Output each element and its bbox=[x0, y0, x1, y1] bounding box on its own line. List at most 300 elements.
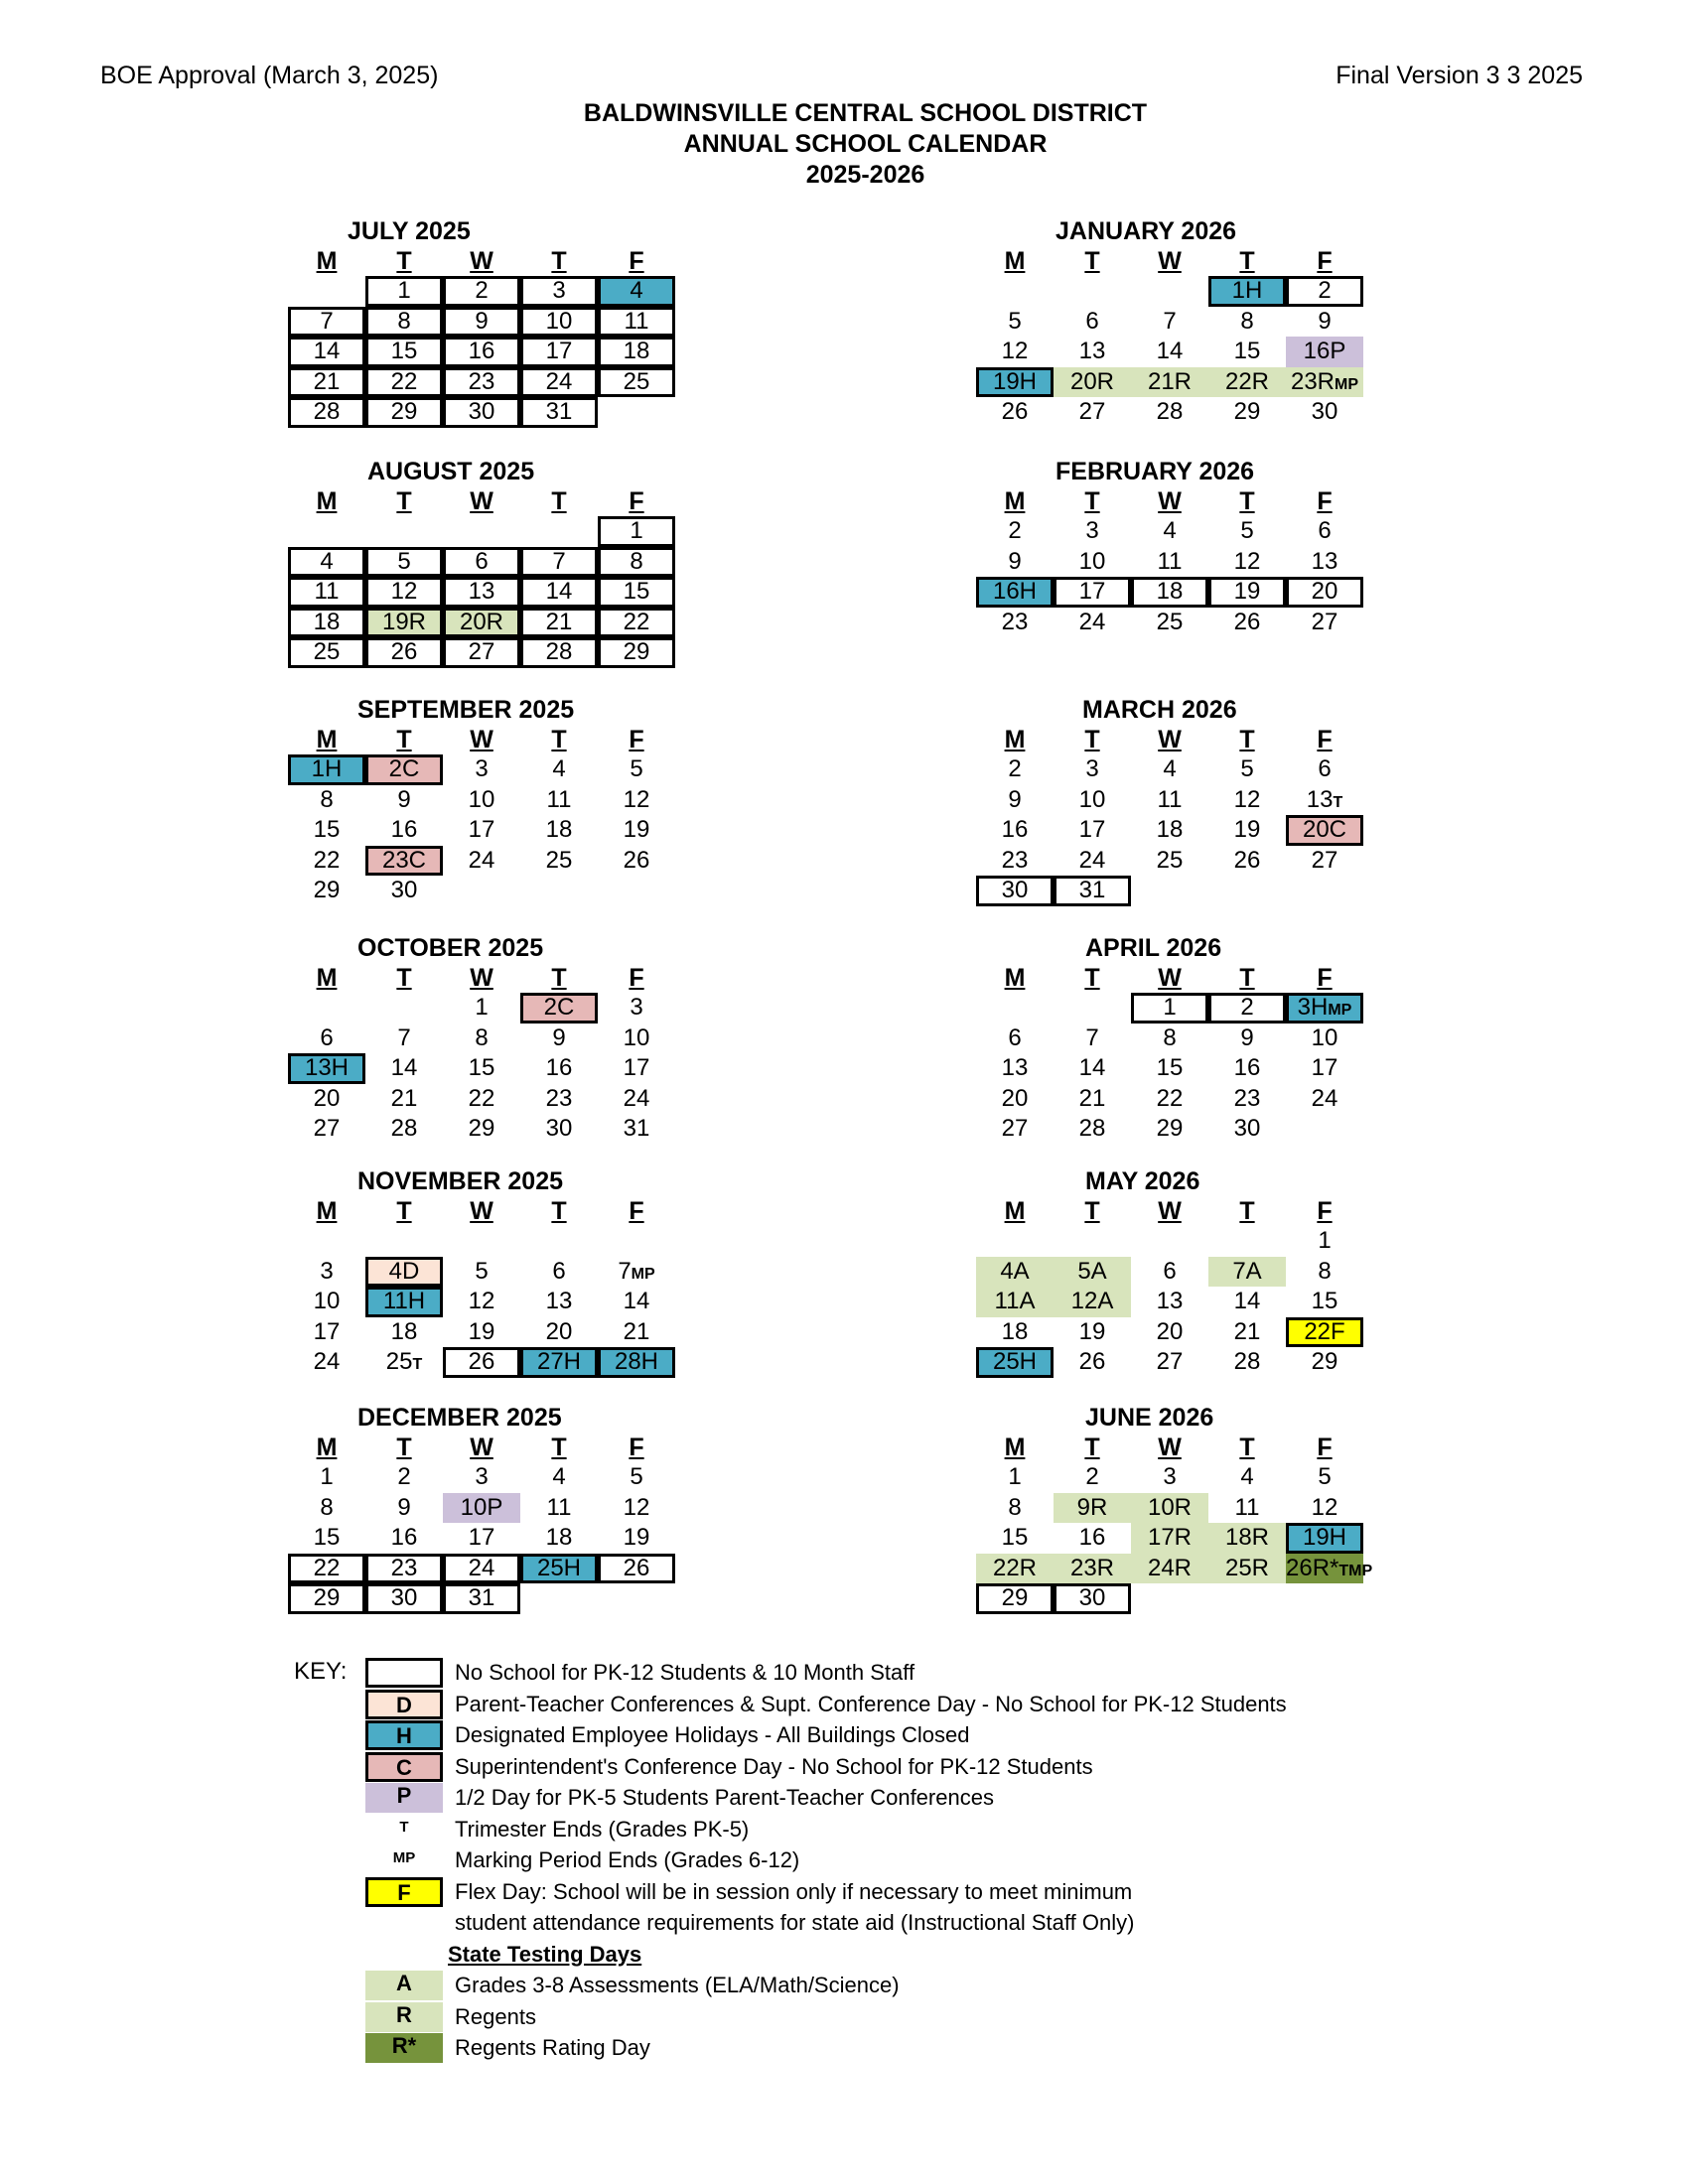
day-cell: 14 bbox=[1156, 338, 1184, 364]
day-cell: 4A bbox=[976, 1257, 1054, 1288]
day-cell: 14 bbox=[288, 337, 365, 367]
legend-text: Superintendent's Conference Day - No School for PK-12 Students bbox=[455, 1753, 1093, 1779]
weekday-header: F bbox=[1317, 726, 1333, 753]
legend-swatch: T bbox=[365, 1815, 443, 1844]
legend-item bbox=[365, 1845, 799, 1875]
weekday-header: W bbox=[470, 964, 493, 992]
day-cell: 31 bbox=[443, 1583, 520, 1614]
month-title: NOVEMBER 2025 bbox=[357, 1167, 564, 1195]
empty-cell bbox=[1208, 1226, 1286, 1257]
day-cell: 13 bbox=[1078, 338, 1106, 364]
day-cell: 24 bbox=[443, 1554, 520, 1584]
day-cell: 11 bbox=[546, 785, 572, 813]
day-cell: 13 bbox=[443, 577, 520, 608]
empty-cell bbox=[288, 276, 365, 307]
weekday-header: M bbox=[316, 1433, 338, 1461]
week-row bbox=[288, 993, 675, 1024]
empty-cell bbox=[1286, 1583, 1363, 1614]
day-cell: 11 bbox=[288, 577, 365, 608]
day-cell: 19 bbox=[468, 1317, 495, 1345]
day-cell: 30 bbox=[1233, 1115, 1261, 1142]
week-row bbox=[288, 276, 675, 307]
weekday-header: M bbox=[1004, 1197, 1026, 1225]
day-cell: 3 bbox=[1085, 755, 1099, 782]
empty-cell bbox=[520, 1583, 598, 1614]
day-cell: 26 bbox=[598, 1554, 675, 1584]
day-cell: 6 bbox=[1008, 1024, 1022, 1051]
week-row bbox=[976, 516, 1363, 547]
week-row bbox=[288, 1317, 675, 1348]
day-cell: 2C bbox=[520, 993, 598, 1024]
week-row bbox=[976, 1053, 1363, 1084]
day-cell: 9 bbox=[397, 785, 411, 813]
day-cell: 29 bbox=[1233, 398, 1261, 425]
day-cell: 18 bbox=[1156, 816, 1184, 843]
day-cell: 27 bbox=[1078, 398, 1106, 425]
month-title: AUGUST 2025 bbox=[367, 458, 535, 485]
day-cell: 5 bbox=[475, 1257, 489, 1285]
week-row bbox=[288, 1257, 675, 1288]
weekday-header: T bbox=[551, 726, 567, 753]
day-cell: 20 bbox=[545, 1317, 573, 1345]
legend-text: No School for PK-12 Students & 10 Month Staff bbox=[455, 1660, 915, 1685]
week-row bbox=[976, 1554, 1373, 1584]
day-cell: 5 bbox=[1318, 1463, 1332, 1490]
month-title: JULY 2025 bbox=[348, 217, 471, 245]
weekday-header: T bbox=[1239, 726, 1255, 753]
day-cell: 22 bbox=[468, 1084, 495, 1112]
day-cell: 15 bbox=[1001, 1524, 1029, 1551]
month-title: OCTOBER 2025 bbox=[357, 934, 544, 962]
day-cell: 8 bbox=[1240, 307, 1254, 335]
day-cell: 25 bbox=[1156, 608, 1184, 635]
day-cell: 26R*TMP bbox=[1286, 1554, 1363, 1584]
day-cell: 30 bbox=[1054, 1583, 1131, 1614]
week-row bbox=[976, 1226, 1363, 1257]
weekday-header: F bbox=[1317, 1197, 1333, 1225]
day-cell: 29 bbox=[288, 1583, 365, 1614]
weekday-header: W bbox=[470, 487, 493, 515]
day-cell: 4 bbox=[1240, 1463, 1254, 1490]
month-title: DECEMBER 2025 bbox=[357, 1404, 562, 1432]
week-row bbox=[288, 637, 675, 668]
weekday-header: T bbox=[1084, 487, 1100, 515]
day-cell: 13 bbox=[545, 1288, 573, 1314]
day-cell: 21 bbox=[1233, 1317, 1261, 1345]
week-row bbox=[288, 1287, 675, 1317]
weekday-header: W bbox=[470, 1433, 493, 1461]
weekday-header: M bbox=[316, 247, 338, 275]
day-cell: 18R bbox=[1208, 1523, 1286, 1554]
week-row bbox=[976, 876, 1363, 906]
day-cell: 9 bbox=[1008, 547, 1022, 575]
state-testing-item bbox=[365, 2033, 650, 2063]
district-title: BALDWINSVILLE CENTRAL SCHOOL DISTRICT bbox=[583, 99, 1148, 127]
week-row bbox=[288, 608, 675, 638]
day-cell: 20R bbox=[1054, 367, 1131, 398]
day-cell: 20 bbox=[1286, 577, 1363, 608]
legend-text: Flex Day: School will be in session only if necessary to meet minimum bbox=[455, 1878, 1133, 1904]
state-testing-item bbox=[365, 2002, 536, 2032]
empty-cell bbox=[598, 876, 675, 906]
weekday-header: W bbox=[470, 1197, 493, 1225]
day-cell: 3 bbox=[475, 1463, 489, 1490]
day-cell: 23 bbox=[443, 367, 520, 398]
week-row bbox=[976, 993, 1363, 1024]
weekday-header: T bbox=[396, 964, 412, 992]
empty-cell bbox=[288, 1226, 365, 1257]
day-cell: 10P bbox=[443, 1493, 520, 1524]
week-row bbox=[288, 815, 675, 846]
day-cell: 1 bbox=[1318, 1227, 1332, 1254]
day-cell: 27 bbox=[313, 1115, 341, 1142]
week-row bbox=[288, 1226, 675, 1257]
day-cell: 23 bbox=[1233, 1084, 1261, 1112]
day-cell: 3 bbox=[320, 1257, 334, 1285]
legend-text: student attendance requirements for state aid (Instructional Staff Only) bbox=[455, 1910, 1135, 1935]
day-cell: 22F bbox=[1286, 1317, 1363, 1348]
empty-cell bbox=[1054, 276, 1131, 307]
weekday-header: T bbox=[1239, 964, 1255, 992]
day-cell: 13 bbox=[1311, 547, 1338, 575]
day-cell: 12 bbox=[1311, 1493, 1338, 1521]
day-cell: 17 bbox=[313, 1317, 341, 1345]
day-cell: 28 bbox=[1078, 1115, 1106, 1142]
approval-note: BOE Approval (March 3, 2025) bbox=[100, 62, 439, 89]
day-cell: 4 bbox=[288, 547, 365, 578]
day-cell: 16 bbox=[1078, 1524, 1106, 1551]
weekday-header: F bbox=[1317, 247, 1333, 275]
month-title: JUNE 2026 bbox=[1085, 1404, 1214, 1432]
empty-cell bbox=[443, 516, 520, 547]
week-row bbox=[976, 815, 1363, 846]
day-cell: 8 bbox=[320, 785, 334, 813]
week-row bbox=[288, 547, 675, 578]
day-cell: 1 bbox=[475, 994, 489, 1021]
month-block bbox=[288, 216, 675, 428]
week-row bbox=[976, 1583, 1363, 1614]
day-cell: 2C bbox=[365, 754, 443, 785]
day-cell: 31 bbox=[520, 397, 598, 428]
weekday-header: M bbox=[1004, 726, 1026, 753]
day-cell: 12 bbox=[623, 785, 650, 813]
day-cell: 21R bbox=[1131, 367, 1208, 398]
day-cell: 16P bbox=[1286, 337, 1363, 367]
day-suffix: T bbox=[412, 1356, 423, 1373]
day-cell: 13H bbox=[288, 1053, 365, 1084]
weekday-header: T bbox=[1084, 1433, 1100, 1461]
week-row bbox=[288, 1583, 675, 1614]
day-cell: 3 bbox=[475, 755, 489, 782]
weekday-header: T bbox=[396, 1433, 412, 1461]
day-cell: 27H bbox=[520, 1347, 598, 1378]
day-cell: 20 bbox=[313, 1084, 341, 1112]
day-cell: 21 bbox=[288, 367, 365, 398]
empty-cell bbox=[1286, 1114, 1363, 1145]
day-suffix: T bbox=[1333, 793, 1343, 811]
day-cell: 22 bbox=[365, 367, 443, 398]
weekday-header: M bbox=[1004, 247, 1026, 275]
day-cell: 11 bbox=[598, 307, 675, 338]
day-cell: 2 bbox=[1286, 276, 1363, 307]
day-cell: 30 bbox=[976, 876, 1054, 906]
day-cell: 27 bbox=[1156, 1348, 1184, 1375]
day-cell: 8 bbox=[598, 547, 675, 578]
weekday-header: F bbox=[629, 1433, 644, 1461]
day-cell: 17 bbox=[1054, 577, 1131, 608]
month-block bbox=[288, 457, 675, 668]
weekday-header: T bbox=[551, 247, 567, 275]
day-cell: 6 bbox=[1163, 1257, 1177, 1285]
weekday-header: T bbox=[551, 1433, 567, 1461]
day-cell: 28 bbox=[1156, 398, 1184, 425]
week-row bbox=[288, 367, 675, 398]
empty-cell bbox=[365, 516, 443, 547]
empty-cell bbox=[1054, 993, 1131, 1024]
day-cell: 9 bbox=[1008, 785, 1022, 813]
day-suffix: MP bbox=[1328, 1002, 1352, 1019]
day-cell: 12 bbox=[623, 1493, 650, 1521]
day-cell: 25 bbox=[1156, 846, 1184, 874]
day-cell: 16 bbox=[1001, 816, 1029, 843]
week-row bbox=[288, 577, 675, 608]
day-cell: 11 bbox=[1157, 785, 1183, 813]
legend-item bbox=[365, 1877, 1132, 1907]
day-cell: 2 bbox=[1008, 755, 1022, 782]
day-cell: 21 bbox=[623, 1317, 650, 1345]
day-cell: 11A bbox=[976, 1287, 1054, 1317]
day-cell: 17 bbox=[468, 1524, 495, 1551]
day-cell: 30 bbox=[1311, 398, 1338, 425]
week-row bbox=[288, 846, 675, 877]
day-cell: 24 bbox=[1311, 1084, 1338, 1112]
weekday-header: T bbox=[551, 964, 567, 992]
day-cell: 30 bbox=[390, 877, 418, 903]
day-cell: 17 bbox=[1078, 816, 1106, 843]
day-suffix: MP bbox=[631, 1265, 655, 1283]
day-cell: 16 bbox=[545, 1054, 573, 1081]
school-year: 2025-2026 bbox=[805, 161, 925, 189]
day-cell: 5 bbox=[365, 547, 443, 578]
legend-text: 1/2 Day for PK-5 Students Parent-Teacher Conferences bbox=[455, 1785, 994, 1810]
empty-cell bbox=[288, 993, 365, 1024]
weekday-header: T bbox=[1084, 964, 1100, 992]
day-cell: 1 bbox=[320, 1463, 334, 1490]
day-cell: 24 bbox=[313, 1348, 341, 1375]
week-row bbox=[288, 1114, 675, 1145]
weekday-header: M bbox=[316, 1197, 338, 1225]
weekday-header: M bbox=[316, 487, 338, 515]
state-testing-title: State Testing Days bbox=[448, 1941, 642, 1967]
day-cell: 2 bbox=[397, 1463, 411, 1490]
month-block bbox=[976, 695, 1363, 906]
day-cell: 11H bbox=[365, 1287, 443, 1317]
week-row bbox=[288, 1462, 675, 1493]
day-cell: 3 bbox=[520, 276, 598, 307]
empty-cell bbox=[1054, 1226, 1131, 1257]
day-cell: 19H bbox=[1286, 1523, 1363, 1554]
legend-text: Parent-Teacher Conferences & Supt. Conference Day - No School for PK-12 Students bbox=[455, 1691, 1287, 1716]
day-cell: 16 bbox=[390, 1524, 418, 1551]
weekday-header: W bbox=[470, 726, 493, 753]
day-cell: 22 bbox=[1156, 1084, 1184, 1112]
day-cell: 19H bbox=[976, 367, 1054, 398]
day-cell: 29 bbox=[1311, 1348, 1338, 1375]
day-cell: 25H bbox=[976, 1347, 1054, 1378]
day-cell: 15 bbox=[313, 1524, 341, 1551]
day-cell: 9 bbox=[552, 1024, 566, 1051]
day-cell: 7 bbox=[520, 547, 598, 578]
day-cell: 22 bbox=[598, 608, 675, 638]
day-cell: 10 bbox=[468, 785, 495, 813]
day-cell: 24 bbox=[1078, 608, 1106, 635]
day-cell: 1H bbox=[1208, 276, 1286, 307]
day-cell: 12A bbox=[1054, 1287, 1131, 1317]
legend-swatch bbox=[365, 1658, 443, 1688]
day-cell: 5A bbox=[1054, 1257, 1131, 1288]
empty-cell bbox=[365, 993, 443, 1024]
week-row bbox=[976, 1462, 1363, 1493]
legend-swatch bbox=[365, 1908, 443, 1938]
day-cell: 23 bbox=[365, 1554, 443, 1584]
week-row bbox=[976, 367, 1363, 398]
day-cell: 10 bbox=[313, 1288, 341, 1314]
empty-cell bbox=[1131, 876, 1208, 906]
day-cell: 30 bbox=[443, 397, 520, 428]
weekday-header-row bbox=[288, 1433, 675, 1462]
day-cell: 29 bbox=[1156, 1115, 1184, 1142]
week-row bbox=[976, 608, 1363, 638]
day-cell: 18 bbox=[390, 1317, 418, 1345]
legend-text: Marking Period Ends (Grades 6-12) bbox=[455, 1847, 800, 1872]
week-row bbox=[976, 307, 1363, 338]
day-cell: 23 bbox=[1001, 846, 1029, 874]
day-cell: 18 bbox=[545, 816, 573, 843]
empty-cell bbox=[976, 993, 1054, 1024]
day-cell: 15 bbox=[1233, 338, 1261, 364]
day-cell: 17 bbox=[520, 337, 598, 367]
day-cell: 2 bbox=[1208, 993, 1286, 1024]
legend-swatch: R bbox=[365, 2002, 443, 2032]
week-row bbox=[288, 307, 675, 338]
day-cell: 13T bbox=[1306, 785, 1343, 813]
day-cell: 9 bbox=[443, 307, 520, 338]
day-cell: 25H bbox=[520, 1554, 598, 1584]
day-cell: 16H bbox=[976, 577, 1054, 608]
week-row bbox=[976, 337, 1363, 367]
day-cell: 16 bbox=[390, 816, 418, 843]
day-cell: 17 bbox=[1311, 1054, 1338, 1081]
empty-cell bbox=[520, 1226, 598, 1257]
version-note: Final Version 3 3 2025 bbox=[1336, 62, 1583, 89]
day-cell: 27 bbox=[443, 637, 520, 668]
day-cell: 8 bbox=[1163, 1024, 1177, 1051]
day-cell: 10 bbox=[1311, 1024, 1338, 1051]
day-cell: 27 bbox=[1311, 608, 1338, 635]
day-cell: 5 bbox=[1240, 755, 1254, 782]
day-cell: 17R bbox=[1131, 1523, 1208, 1554]
week-row bbox=[288, 876, 675, 906]
empty-cell bbox=[976, 1226, 1054, 1257]
week-row bbox=[976, 577, 1363, 608]
day-cell: 23R bbox=[1054, 1554, 1131, 1584]
week-row bbox=[288, 1554, 675, 1584]
day-cell: 9 bbox=[1318, 307, 1332, 335]
month-block bbox=[976, 1166, 1363, 1378]
weekday-header: T bbox=[396, 726, 412, 753]
day-cell: 6 bbox=[1318, 755, 1332, 782]
day-cell: 5 bbox=[1008, 307, 1022, 335]
weekday-header: M bbox=[316, 726, 338, 753]
weekday-header: F bbox=[629, 247, 644, 275]
day-cell: 10 bbox=[623, 1024, 650, 1051]
day-cell: 5 bbox=[630, 1463, 643, 1490]
day-cell: 12 bbox=[468, 1288, 495, 1314]
day-cell: 9 bbox=[1240, 1024, 1254, 1051]
day-cell: 1 bbox=[1008, 1463, 1022, 1490]
day-cell: 20C bbox=[1286, 815, 1363, 846]
weekday-header: T bbox=[1084, 247, 1100, 275]
day-cell: 29 bbox=[468, 1115, 495, 1142]
month-block bbox=[288, 695, 675, 906]
weekday-header: W bbox=[1158, 1433, 1182, 1461]
day-cell: 23C bbox=[365, 846, 443, 877]
state-testing-item bbox=[365, 1971, 900, 2000]
week-row bbox=[976, 1287, 1363, 1317]
day-cell: 7A bbox=[1208, 1257, 1286, 1288]
week-row bbox=[976, 754, 1363, 785]
day-cell: 4D bbox=[365, 1257, 443, 1288]
day-cell: 21 bbox=[390, 1084, 418, 1112]
day-cell: 18 bbox=[1131, 577, 1208, 608]
legend-item bbox=[365, 1908, 1134, 1938]
month-block bbox=[288, 1403, 675, 1614]
weekday-header: T bbox=[1239, 1433, 1255, 1461]
day-cell: 29 bbox=[598, 637, 675, 668]
day-cell: 19 bbox=[1078, 1317, 1106, 1345]
legend-text: Grades 3-8 Assessments (ELA/Math/Science) bbox=[455, 1973, 900, 1997]
day-cell: 21 bbox=[1078, 1084, 1106, 1112]
weekday-header: F bbox=[629, 726, 644, 753]
day-cell: 29 bbox=[313, 877, 341, 903]
day-cell: 19 bbox=[623, 1524, 650, 1551]
day-cell: 26 bbox=[1233, 608, 1261, 635]
empty-cell bbox=[1208, 1583, 1286, 1614]
week-row bbox=[976, 1257, 1363, 1288]
legend-swatch: A bbox=[365, 1971, 443, 2000]
week-row bbox=[288, 1084, 675, 1115]
weekday-header: T bbox=[551, 1197, 567, 1225]
day-cell: 2 bbox=[443, 276, 520, 307]
day-cell: 16 bbox=[443, 337, 520, 367]
legend-item bbox=[365, 1815, 749, 1844]
day-cell: 8 bbox=[365, 307, 443, 338]
day-cell: 21 bbox=[520, 608, 598, 638]
day-cell: 25R bbox=[1208, 1554, 1286, 1584]
weekday-header: F bbox=[1317, 1433, 1333, 1461]
week-row bbox=[288, 337, 675, 367]
week-row bbox=[976, 1347, 1363, 1378]
week-row bbox=[976, 547, 1363, 578]
day-cell: 8 bbox=[475, 1024, 489, 1051]
day-cell: 12 bbox=[365, 577, 443, 608]
day-cell: 6 bbox=[552, 1257, 566, 1285]
day-cell: 2 bbox=[1085, 1463, 1099, 1490]
day-cell: 11 bbox=[1157, 547, 1183, 575]
day-cell: 4 bbox=[598, 276, 675, 307]
day-cell: 20 bbox=[1156, 1317, 1184, 1345]
weekday-header: F bbox=[1317, 487, 1333, 515]
